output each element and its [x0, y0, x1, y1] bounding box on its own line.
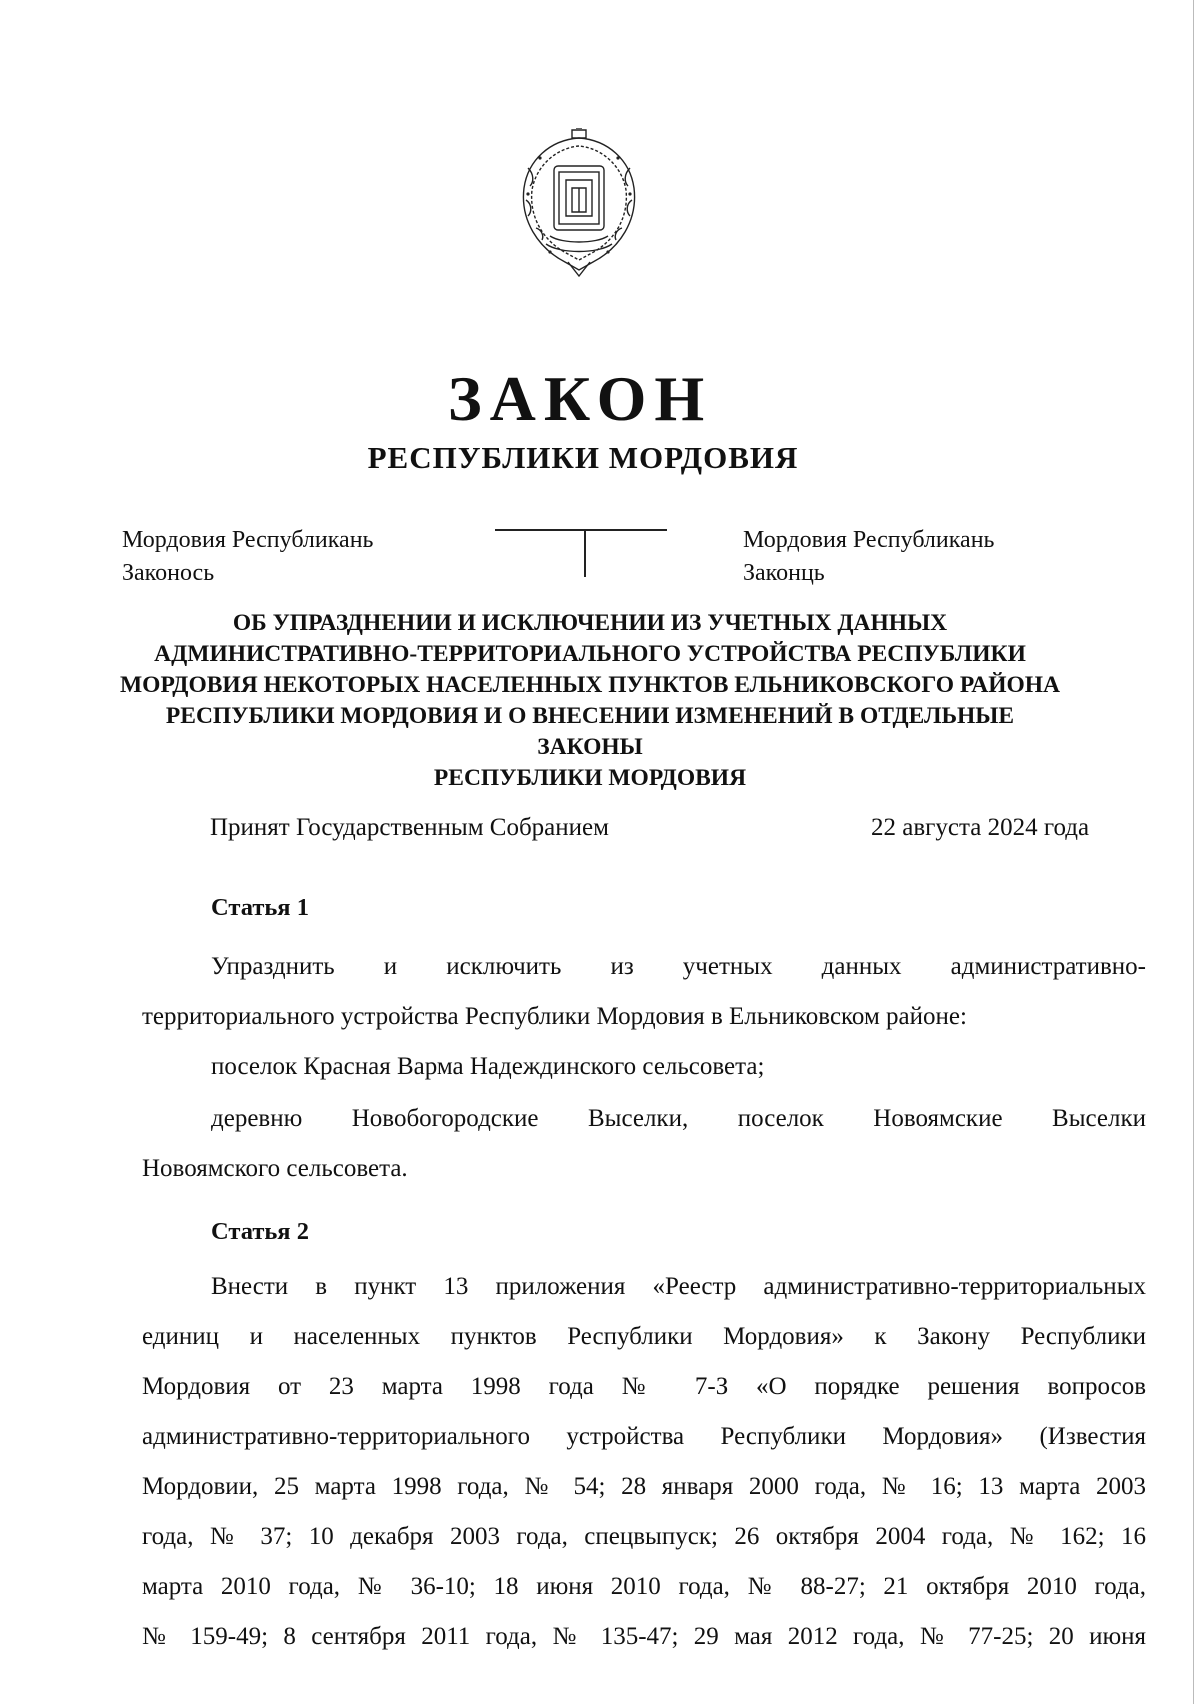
law-name-line: РЕСПУБЛИКИ МОРДОВИЯ — [433, 765, 747, 791]
text-line: деревню Новобогородские Выселки, поселок Новоямские Выселки — [211, 1105, 1146, 1132]
bracket-horizontal — [495, 529, 667, 531]
article-1-paragraph-2 — [211, 1042, 1146, 1092]
adoption-text: Принят Государственным Собранием — [210, 814, 609, 841]
coat-of-arms-icon — [510, 128, 648, 278]
left-header-block — [122, 524, 373, 590]
text-line: Мордовии, 25 марта 1998 года, № 54; 28 января 2000 года, № 16; 13 марта 2003 — [142, 1473, 1146, 1500]
bracket-vertical — [584, 529, 586, 577]
article-2-paragraph — [142, 1262, 1146, 1662]
law-name-line: МОРДОВИЯ НЕКОТОРЫХ НАСЕЛЕННЫХ ПУНКТОВ ЕЛЬНИКОВСКОГО РАЙОНА — [120, 672, 1060, 698]
law-name-line: РЕСПУБЛИКИ МОРДОВИЯ И О ВНЕСЕНИИ ИЗМЕНЕНИЙ В ОТДЕЛЬНЫЕ ЗАКОНЫ — [165, 703, 1015, 760]
right-header-line: Законць — [743, 560, 825, 586]
text-line: марта 2010 года, № 36-10; 18 июня 2010 года, № 88-27; 21 октября 2010 года, — [142, 1573, 1146, 1600]
document-title: ЗАКОН — [447, 363, 713, 434]
article-1-paragraph-3 — [142, 1094, 1146, 1194]
text-line: Новоямского сельсовета. — [142, 1155, 408, 1182]
law-name-line: ОБ УПРАЗДНЕНИИ И ИСКЛЮЧЕНИИ ИЗ УЧЕТНЫХ ДАННЫХ — [232, 610, 948, 636]
document-subtitle: РЕСПУБЛИКИ МОРДОВИЯ — [367, 440, 799, 475]
text-line: территориального устройства Республики Мордовия в Ельниковском районе: — [142, 1003, 967, 1030]
article-2-heading: Статья 2 — [211, 1218, 309, 1245]
text-line: поселок Красная Варма Надеждинского сельсовета; — [211, 1053, 765, 1080]
number-placeholder-bracket — [495, 529, 667, 577]
left-header-line: Законось — [122, 560, 215, 586]
right-header-block — [743, 524, 994, 590]
text-line: административно-территориального устройства Республики Мордовия» (Известия — [142, 1423, 1146, 1450]
adoption-date: 22 августа 2024 года — [871, 814, 1090, 841]
page-edge — [1193, 0, 1194, 1704]
law-name — [120, 608, 1060, 794]
article-1-heading: Статья 1 — [211, 894, 309, 921]
text-line: № 159-49; 8 сентября 2011 года, № 135-47; 29 мая 2012 года, № 77-25; 20 июня — [142, 1623, 1146, 1650]
text-line: Внести в пункт 13 приложения «Реестр административно-территориальных — [211, 1273, 1146, 1300]
text-line: года, № 37; 10 декабря 2003 года, спецвыпуск; 26 октября 2004 года, № 162; 16 — [142, 1523, 1146, 1550]
text-line: Упразднить и исключить из учетных данных административно- — [211, 953, 1146, 980]
text-line: Мордовия от 23 марта 1998 года № 7-З «О порядке решения вопросов — [142, 1373, 1146, 1400]
law-name-line: АДМИНИСТРАТИВНО-ТЕРРИТОРИАЛЬНОГО УСТРОЙСТВА РЕСПУБЛИКИ — [154, 641, 1026, 667]
right-header-line: Мордовия Республикань — [743, 527, 995, 553]
article-1-paragraph-1 — [142, 942, 1146, 1042]
left-header-line: Мордовия Республикань — [122, 527, 374, 553]
text-line: единиц и населенных пунктов Республики Мордовия» к Закону Республики — [142, 1323, 1146, 1350]
